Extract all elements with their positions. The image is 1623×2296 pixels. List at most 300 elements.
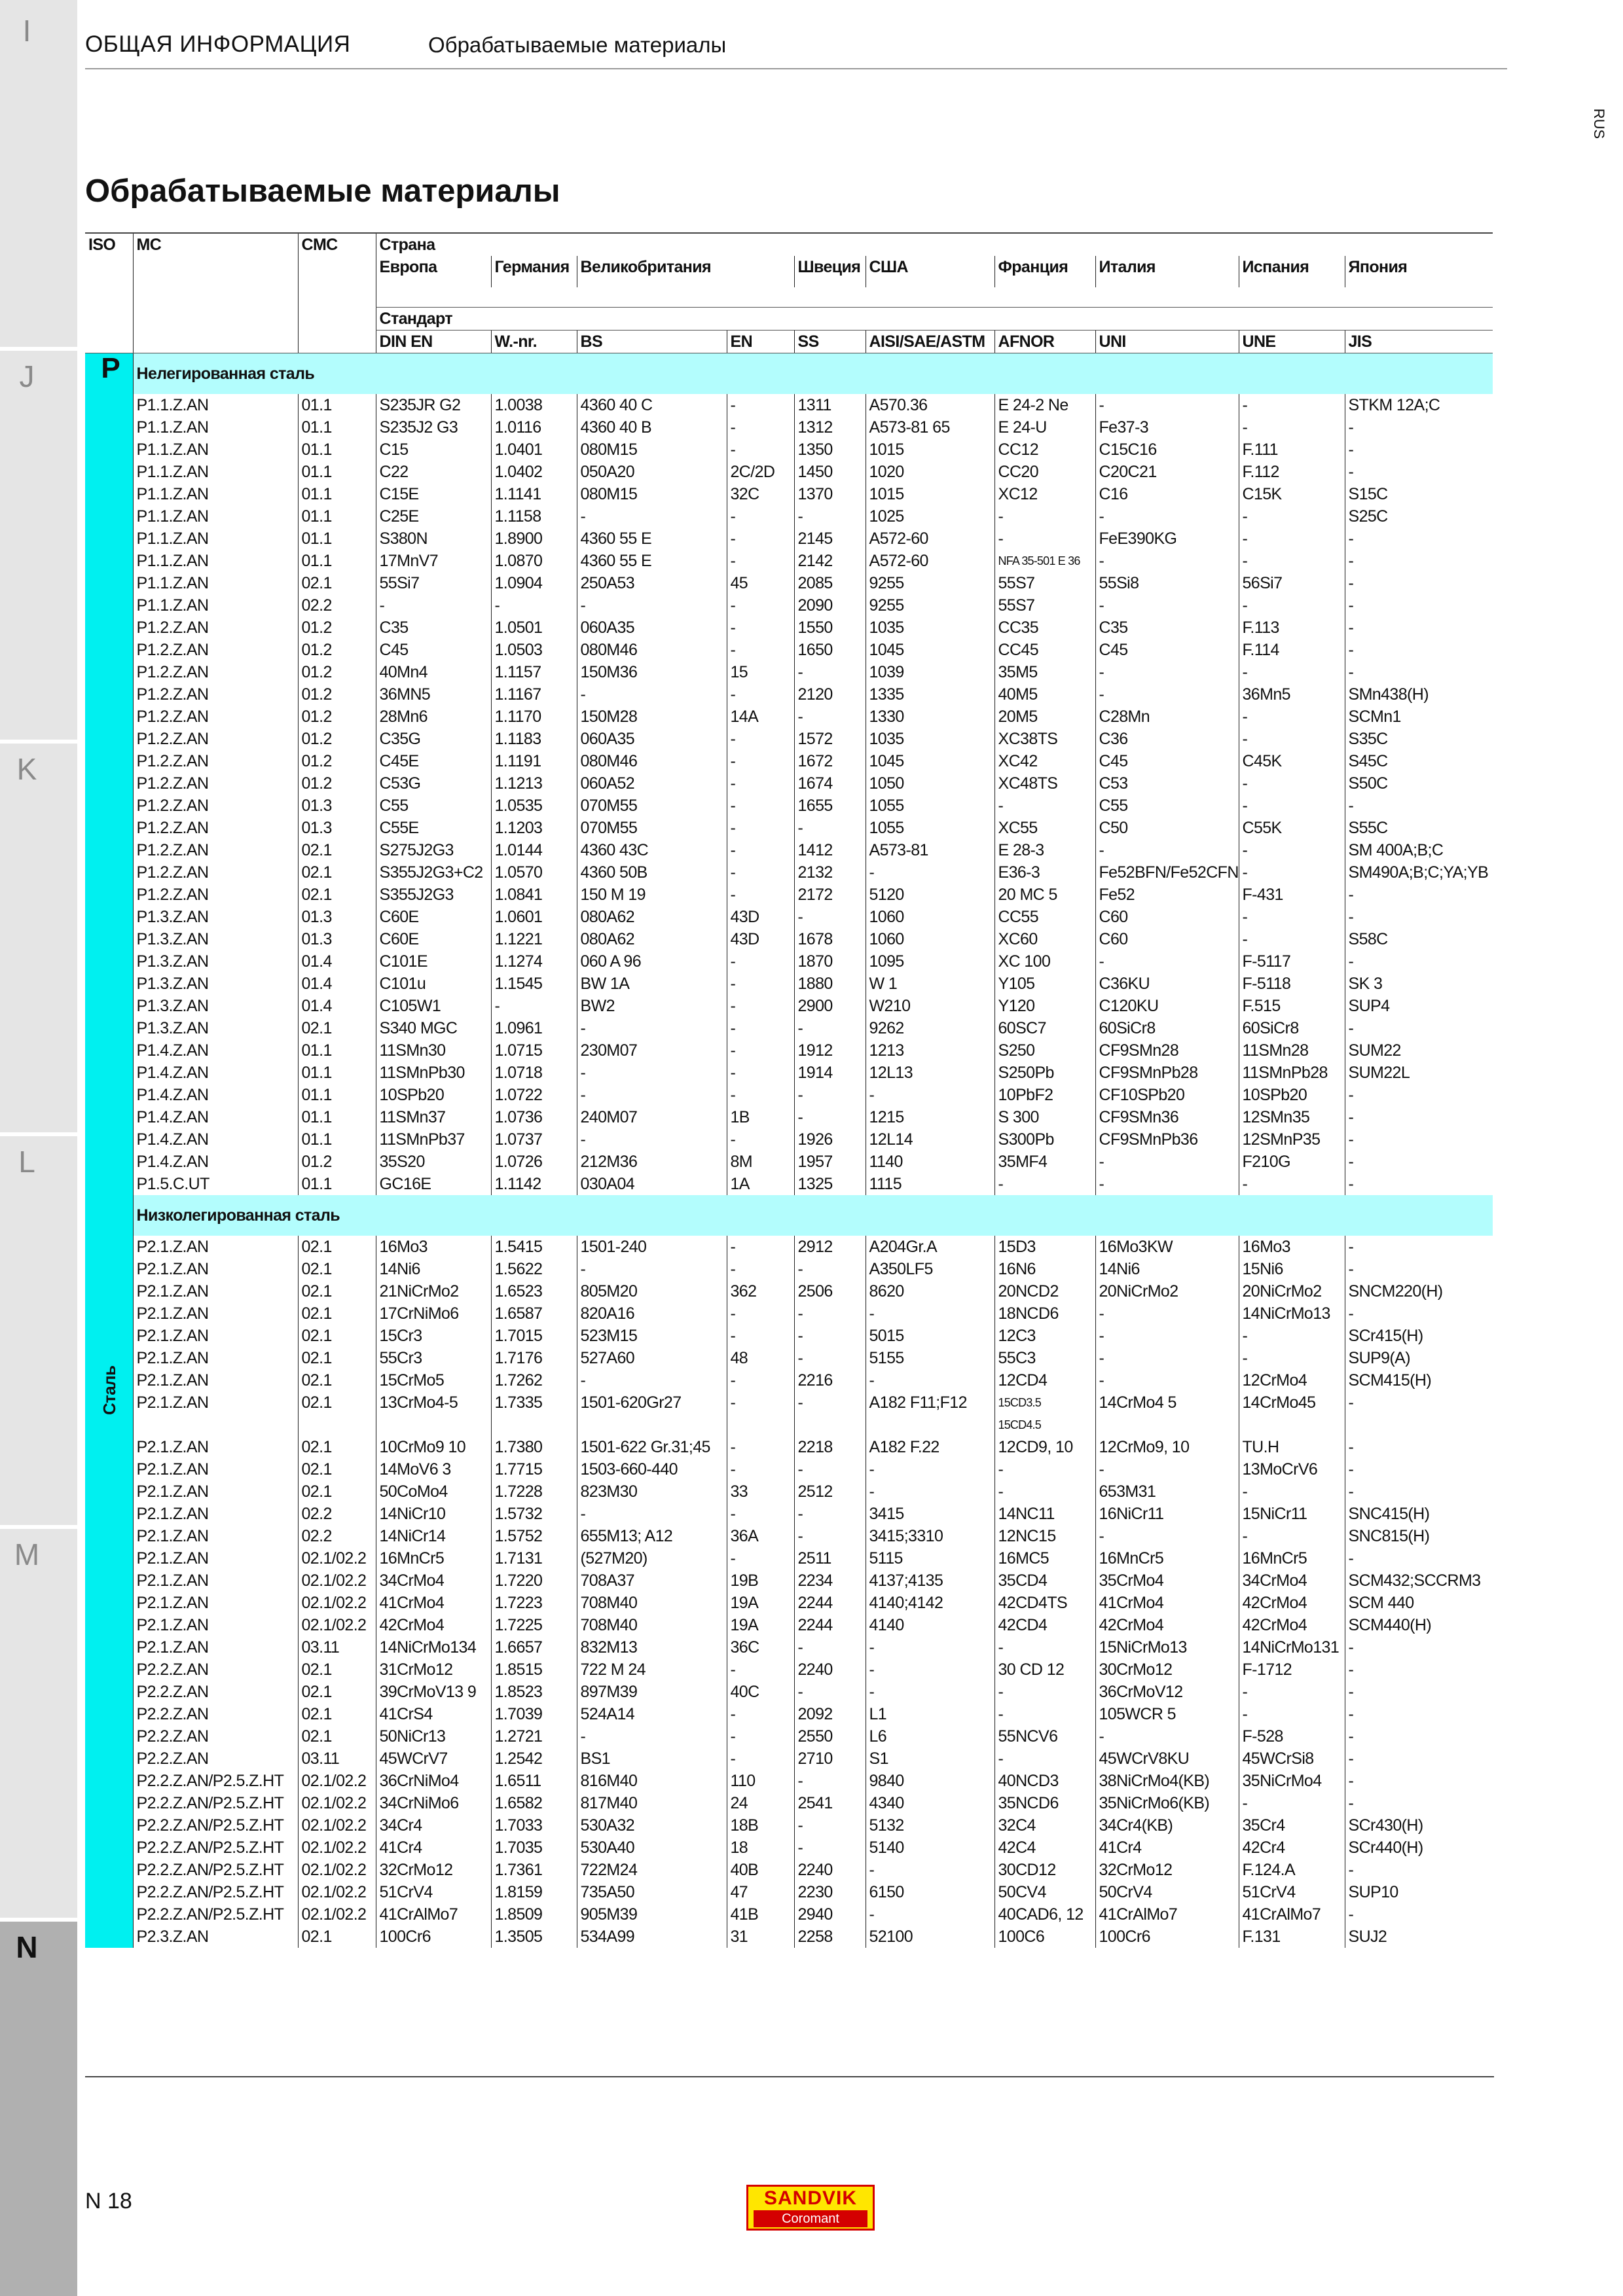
table-cell: - — [727, 683, 794, 706]
table-cell: 19B — [727, 1570, 794, 1592]
table-cell: - — [1095, 1302, 1239, 1325]
table-cell: - — [577, 1369, 727, 1391]
table-row — [85, 928, 1493, 950]
table-cell: 01.1 — [298, 528, 376, 550]
table-cell: S15C — [1345, 483, 1493, 505]
table-cell: P2.2.Z.AN/P2.5.Z.HT — [133, 1792, 298, 1814]
table-cell: 1.0961 — [491, 1017, 577, 1039]
table-cell: 708A37 — [577, 1570, 727, 1592]
table-cell: L1 — [866, 1703, 994, 1725]
group-band — [85, 1195, 1493, 1236]
table-cell: - — [1345, 617, 1493, 639]
table-cell: 02.1 — [298, 1280, 376, 1302]
table-cell: 02.1 — [298, 1391, 376, 1436]
table-cell: 40M5 — [994, 683, 1095, 706]
table-cell: 14NiCr14 — [376, 1525, 491, 1547]
table-cell: 1.7335 — [491, 1391, 577, 1436]
table-cell: S355J2G3 — [376, 884, 491, 906]
table-cell: 01.3 — [298, 906, 376, 928]
table-cell: P2.1.Z.AN — [133, 1592, 298, 1614]
table-cell: 36Mn5 — [1239, 683, 1345, 706]
table-cell: 32C4 — [994, 1814, 1095, 1837]
table-cell: S45C — [1345, 750, 1493, 772]
side-tab-letter: K — [16, 752, 37, 786]
table-cell: 16MC5 — [994, 1547, 1095, 1570]
table-cell: 12SMnP35 — [1239, 1128, 1345, 1151]
table-cell: E 24-U — [994, 416, 1095, 439]
table-row — [85, 973, 1493, 995]
table-row — [85, 572, 1493, 594]
side-tab-n[interactable] — [0, 1918, 77, 2296]
table-cell: W 1 — [866, 973, 994, 995]
col-usa: США — [866, 256, 994, 287]
table-cell: 1.0535 — [491, 795, 577, 817]
table-cell: P1.2.Z.AN — [133, 683, 298, 706]
table-cell: 1.5732 — [491, 1503, 577, 1525]
table-cell: C45K — [1239, 750, 1345, 772]
table-cell: - — [727, 1369, 794, 1391]
table-cell: C36 — [1095, 728, 1239, 750]
table-cell: F210G — [1239, 1151, 1345, 1173]
table-row — [85, 1792, 1493, 1814]
table-cell: 01.3 — [298, 817, 376, 839]
table-cell: 60SiCr8 — [1239, 1017, 1345, 1039]
table-cell: 03.11 — [298, 1636, 376, 1659]
table-cell: 50NiCr13 — [376, 1725, 491, 1748]
table-cell: 832M13 — [577, 1636, 727, 1659]
table-cell: P2.1.Z.AN — [133, 1547, 298, 1570]
table-cell: 1035 — [866, 728, 994, 750]
table-cell: 1.0841 — [491, 884, 577, 906]
table-row — [85, 1151, 1493, 1173]
table-cell: BW 1A — [577, 973, 727, 995]
col-cmc: CMC — [298, 233, 376, 353]
table-cell: - — [1239, 416, 1345, 439]
table-cell: C20C21 — [1095, 461, 1239, 483]
table-cell: - — [727, 750, 794, 772]
table-cell: 1.0870 — [491, 550, 577, 572]
table-cell: P1.4.Z.AN — [133, 1151, 298, 1173]
table-cell: - — [727, 950, 794, 973]
side-tab-m[interactable] — [0, 1525, 77, 1918]
table-cell: 817M40 — [577, 1792, 727, 1814]
table-cell: 14NiCrMo13 — [1239, 1302, 1345, 1325]
table-cell: 1045 — [866, 639, 994, 661]
side-tab-j[interactable] — [0, 347, 77, 740]
table-cell: 080M46 — [577, 750, 727, 772]
table-cell: - — [1239, 1173, 1345, 1195]
table-cell: 2090 — [794, 594, 866, 617]
table-cell: CC12 — [994, 439, 1095, 461]
table-cell: 2172 — [794, 884, 866, 906]
table-cell: - — [727, 1039, 794, 1062]
table-cell: 14MoV6 3 — [376, 1458, 491, 1480]
table-cell: 1050 — [866, 772, 994, 795]
side-tab-separator — [0, 740, 77, 744]
table-cell: CF10SPb20 — [1095, 1084, 1239, 1106]
table-cell: 50CV4 — [994, 1881, 1095, 1903]
table-cell: 1330 — [866, 706, 994, 728]
table-cell: F-5118 — [1239, 973, 1345, 995]
table-cell: 1.0503 — [491, 639, 577, 661]
table-cell: 080M15 — [577, 483, 727, 505]
table-cell: - — [727, 1436, 794, 1458]
table-cell: C55 — [376, 795, 491, 817]
table-cell: P1.3.Z.AN — [133, 973, 298, 995]
table-cell: 060A35 — [577, 728, 727, 750]
table-cell: 030A04 — [577, 1173, 727, 1195]
table-cell: 02.1 — [298, 1703, 376, 1725]
table-cell: 45WCrV8KU — [1095, 1748, 1239, 1770]
table-cell: 1.8900 — [491, 528, 577, 550]
table-cell: 722M24 — [577, 1859, 727, 1881]
table-row — [85, 1391, 1493, 1436]
table-cell: 18B — [727, 1814, 794, 1837]
table-cell: P1.1.Z.AN — [133, 483, 298, 505]
table-cell: - — [727, 973, 794, 995]
std-header-cell: AFNOR — [994, 330, 1095, 353]
table-cell: SCM415(H) — [1345, 1369, 1493, 1391]
table-cell: 1.1157 — [491, 661, 577, 683]
table-cell: P1.1.Z.AN — [133, 439, 298, 461]
table-cell: 1.1221 — [491, 928, 577, 950]
table-cell: P1.2.Z.AN — [133, 617, 298, 639]
table-cell: 1311 — [794, 394, 866, 416]
table-cell: - — [794, 817, 866, 839]
table-cell: P2.1.Z.AN — [133, 1436, 298, 1458]
table-cell: P1.1.Z.AN — [133, 505, 298, 528]
table-cell: A182 F11;F12 — [866, 1391, 994, 1436]
table-cell: - — [866, 1480, 994, 1503]
col-germany: Германия — [491, 256, 577, 287]
table-cell: SCMn1 — [1345, 706, 1493, 728]
table-cell: 1.1141 — [491, 483, 577, 505]
table-cell: C45 — [376, 639, 491, 661]
table-cell: 1.0718 — [491, 1062, 577, 1084]
table-cell: 805M20 — [577, 1280, 727, 1302]
table-cell: 41CrAlMo7 — [376, 1903, 491, 1926]
table-cell: 02.2 — [298, 1525, 376, 1547]
table-cell: - — [1239, 772, 1345, 795]
table-cell: 1035 — [866, 617, 994, 639]
table-cell: S25C — [1345, 505, 1493, 528]
table-cell: 5155 — [866, 1347, 994, 1369]
table-cell: 1045 — [866, 750, 994, 772]
table-row — [85, 439, 1493, 461]
table-body — [85, 353, 1493, 1948]
table-cell: 01.1 — [298, 1173, 376, 1195]
table-cell: C28Mn — [1095, 706, 1239, 728]
table-cell: 1.7225 — [491, 1614, 577, 1636]
table-cell: 4360 43C — [577, 839, 727, 861]
table-cell: 12CD4 — [994, 1369, 1095, 1391]
table-cell: 35S20 — [376, 1151, 491, 1173]
table-cell: - — [1239, 594, 1345, 617]
table-cell: - — [727, 617, 794, 639]
col-sweden: Швеция — [794, 256, 866, 287]
table-cell: 8620 — [866, 1280, 994, 1302]
table-cell: 02.1/02.2 — [298, 1547, 376, 1570]
table-cell: 060 A 96 — [577, 950, 727, 973]
table-cell: 1572 — [794, 728, 866, 750]
table-cell: 2216 — [794, 1369, 866, 1391]
table-cell: P2.1.Z.AN — [133, 1525, 298, 1547]
table-cell: 1.0038 — [491, 394, 577, 416]
table-cell: 080A62 — [577, 928, 727, 950]
table-cell: P1.2.Z.AN — [133, 839, 298, 861]
table-cell: CC55 — [994, 906, 1095, 928]
table-cell: 12L14 — [866, 1128, 994, 1151]
table-row — [85, 1725, 1493, 1748]
table-row — [85, 884, 1493, 906]
table-cell: SUM22 — [1345, 1039, 1493, 1062]
table-cell: XC38TS — [994, 728, 1095, 750]
table-cell: 02.2 — [298, 594, 376, 617]
table-cell: 01.1 — [298, 439, 376, 461]
table-cell: P1.4.Z.AN — [133, 1128, 298, 1151]
table-cell: - — [727, 1391, 794, 1436]
std-header-cell: EN — [727, 330, 794, 353]
table-cell: Fe52BFN/Fe52CFN — [1095, 861, 1239, 884]
table-cell: A573-81 — [866, 839, 994, 861]
table-cell: 1.7223 — [491, 1592, 577, 1614]
table-cell: - — [866, 1084, 994, 1106]
table-cell: - — [1239, 1347, 1345, 1369]
table-cell: 41CrMo4 — [376, 1592, 491, 1614]
table-cell: 15NiCrMo13 — [1095, 1636, 1239, 1659]
table-cell: 20NiCrMo2 — [1095, 1280, 1239, 1302]
table-cell: 1503-660-440 — [577, 1458, 727, 1480]
table-row — [85, 950, 1493, 973]
table-cell: 2132 — [794, 861, 866, 884]
table-cell: 1015 — [866, 439, 994, 461]
table-cell: 20 MC 5 — [994, 884, 1095, 906]
table-cell: 01.1 — [298, 1062, 376, 1084]
table-cell: 36CrNiMo4 — [376, 1770, 491, 1792]
table-cell: P2.1.Z.AN — [133, 1570, 298, 1592]
table-row — [85, 1302, 1493, 1325]
table-cell: 01.1 — [298, 1128, 376, 1151]
table-cell: - — [727, 394, 794, 416]
table-cell: C55E — [376, 817, 491, 839]
table-cell: - — [866, 1302, 994, 1325]
table-cell: 722 M 24 — [577, 1659, 727, 1681]
table-cell: XC55 — [994, 817, 1095, 839]
table-cell: 11SMn28 — [1239, 1039, 1345, 1062]
side-tab-separator — [0, 1918, 77, 1922]
table-cell: 14A — [727, 706, 794, 728]
table-cell: 01.1 — [298, 550, 376, 572]
table-cell: 070M55 — [577, 795, 727, 817]
table-cell: 1039 — [866, 661, 994, 683]
table-cell: Fe37-3 — [1095, 416, 1239, 439]
table-row — [85, 1325, 1493, 1347]
table-cell: 55Cr3 — [376, 1347, 491, 1369]
table-cell: 5015 — [866, 1325, 994, 1347]
table-cell: P2.2.Z.AN/P2.5.Z.HT — [133, 1903, 298, 1926]
table-cell: 60SiCr8 — [1095, 1017, 1239, 1039]
side-tab-letter: N — [16, 1930, 38, 1964]
table-cell: S235JR G2 — [376, 394, 491, 416]
table-cell: 48 — [727, 1347, 794, 1369]
table-cell: 01.1 — [298, 1106, 376, 1128]
table-cell: P1.4.Z.AN — [133, 1062, 298, 1084]
table-cell: 2258 — [794, 1926, 866, 1948]
table-cell: 1.0402 — [491, 461, 577, 483]
table-cell: 43D — [727, 906, 794, 928]
table-row — [85, 483, 1493, 505]
table-cell: S355J2G3+C2 — [376, 861, 491, 884]
table-cell: 105WCR 5 — [1095, 1703, 1239, 1725]
table-cell: W210 — [866, 995, 994, 1017]
table-cell: - — [1239, 1792, 1345, 1814]
table-row — [85, 1703, 1493, 1725]
table-cell: XC 100 — [994, 950, 1095, 973]
table-cell: 41Cr4 — [376, 1837, 491, 1859]
table-cell: SM 400A;B;C — [1345, 839, 1493, 861]
std-header-cell: UNE — [1239, 330, 1345, 353]
table-cell: 1.0144 — [491, 839, 577, 861]
table-cell: 02.1/02.2 — [298, 1814, 376, 1837]
table-cell: P2.1.Z.AN — [133, 1503, 298, 1525]
table-cell: P2.2.Z.AN — [133, 1703, 298, 1725]
table-cell: P2.1.Z.AN — [133, 1280, 298, 1302]
side-tab-i[interactable] — [0, 0, 77, 347]
table-cell: 1.2721 — [491, 1725, 577, 1748]
table-cell: 45WCrV7 — [376, 1748, 491, 1770]
table-cell: 1.8509 — [491, 1903, 577, 1926]
table-cell: 5140 — [866, 1837, 994, 1859]
table-cell: S 300 — [994, 1106, 1095, 1128]
table-cell: - — [727, 639, 794, 661]
table-cell: 01.2 — [298, 617, 376, 639]
table-cell: 30CrMo12 — [1095, 1659, 1239, 1681]
table-cell: - — [994, 505, 1095, 528]
table-cell: C101u — [376, 973, 491, 995]
table-cell: 1870 — [794, 950, 866, 973]
table-cell: 2550 — [794, 1725, 866, 1748]
table-cell: 15Cr3 — [376, 1325, 491, 1347]
table-cell: - — [1239, 861, 1345, 884]
table-cell: 1140 — [866, 1151, 994, 1173]
table-row — [85, 839, 1493, 861]
table-cell: 1.1213 — [491, 772, 577, 795]
table-cell: S380N — [376, 528, 491, 550]
side-tab-l[interactable] — [0, 1132, 77, 1525]
table-cell: SCM432;SCCRM3 — [1345, 1570, 1493, 1592]
table-cell: 01.2 — [298, 750, 376, 772]
col-iso: ISO — [85, 233, 133, 353]
table-cell: S58C — [1345, 928, 1493, 950]
table-cell: P2.2.Z.AN/P2.5.Z.HT — [133, 1814, 298, 1837]
table-cell: 150 M 19 — [577, 884, 727, 906]
table-cell: P2.1.Z.AN — [133, 1369, 298, 1391]
table-cell: P1.2.Z.AN — [133, 817, 298, 839]
table-cell: - — [1345, 1859, 1493, 1881]
table-cell: - — [491, 594, 577, 617]
table-row — [85, 1903, 1493, 1926]
table-cell: - — [866, 1659, 994, 1681]
table-cell: C15E — [376, 483, 491, 505]
side-tab-k[interactable] — [0, 740, 77, 1132]
table-cell: C60E — [376, 906, 491, 928]
table-cell: C35G — [376, 728, 491, 750]
table-cell: 1215 — [866, 1106, 994, 1128]
std-header-cell: SS — [794, 330, 866, 353]
table-cell: 1412 — [794, 839, 866, 861]
table-row — [85, 1017, 1493, 1039]
std-header-cell: DIN EN — [376, 330, 491, 353]
table-cell: 080M15 — [577, 439, 727, 461]
table-cell: C55K — [1239, 817, 1345, 839]
table-cell: - — [727, 1503, 794, 1525]
table-cell: - — [794, 1258, 866, 1280]
table-cell: 15D3 — [994, 1236, 1095, 1258]
table-row — [85, 1814, 1493, 1837]
table-cell: BS1 — [577, 1748, 727, 1770]
table-cell: 15CD3.5 15CD4.5 — [994, 1391, 1095, 1436]
side-tab-letter: J — [19, 359, 35, 393]
col-standard: Стандарт — [376, 307, 1493, 330]
table-cell: - — [1345, 950, 1493, 973]
table-cell: - — [1095, 1369, 1239, 1391]
table-cell: - — [1345, 1636, 1493, 1659]
table-cell: 11SMn30 — [376, 1039, 491, 1062]
table-cell: 55Si7 — [376, 572, 491, 594]
table-cell: 15 — [727, 661, 794, 683]
table-row — [85, 550, 1493, 572]
table-cell: - — [1239, 1703, 1345, 1725]
table-cell: P1.2.Z.AN — [133, 772, 298, 795]
table-cell: 01.1 — [298, 505, 376, 528]
table-cell: - — [1345, 639, 1493, 661]
table-cell: P1.3.Z.AN — [133, 928, 298, 950]
col-japan: Япония — [1345, 256, 1493, 287]
table-cell: 1350 — [794, 439, 866, 461]
table-cell: 14Ni6 — [1095, 1258, 1239, 1280]
table-cell: GC16E — [376, 1173, 491, 1195]
table-cell: - — [1345, 1903, 1493, 1926]
table-cell: 1312 — [794, 416, 866, 439]
table-cell: - — [794, 1837, 866, 1859]
table-cell: 55S7 — [994, 572, 1095, 594]
table-row — [85, 772, 1493, 795]
table-cell: Y105 — [994, 973, 1095, 995]
table-cell: - — [1095, 550, 1239, 572]
table-cell: 33 — [727, 1480, 794, 1503]
table-cell: 56Si7 — [1239, 572, 1345, 594]
table-cell: 1674 — [794, 772, 866, 795]
table-row — [85, 706, 1493, 728]
table-cell: 1678 — [794, 928, 866, 950]
table-cell: - — [727, 1659, 794, 1681]
table-cell: - — [1095, 950, 1239, 973]
table-cell: 1.1274 — [491, 950, 577, 973]
table-cell: 35CD4 — [994, 1570, 1095, 1592]
table-cell: CF9SMnPb28 — [1095, 1062, 1239, 1084]
table-cell: 01.2 — [298, 772, 376, 795]
table-cell: 1370 — [794, 483, 866, 505]
table-cell: - — [1345, 1236, 1493, 1258]
table-cell: P1.3.Z.AN — [133, 950, 298, 973]
table-cell: - — [794, 1525, 866, 1547]
table-cell: 816M40 — [577, 1770, 727, 1792]
table-cell: 1115 — [866, 1173, 994, 1195]
side-tab-separator — [0, 1525, 77, 1529]
table-cell: 14NiCr10 — [376, 1503, 491, 1525]
table-cell: 5120 — [866, 884, 994, 906]
table-cell: 02.1/02.2 — [298, 1770, 376, 1792]
